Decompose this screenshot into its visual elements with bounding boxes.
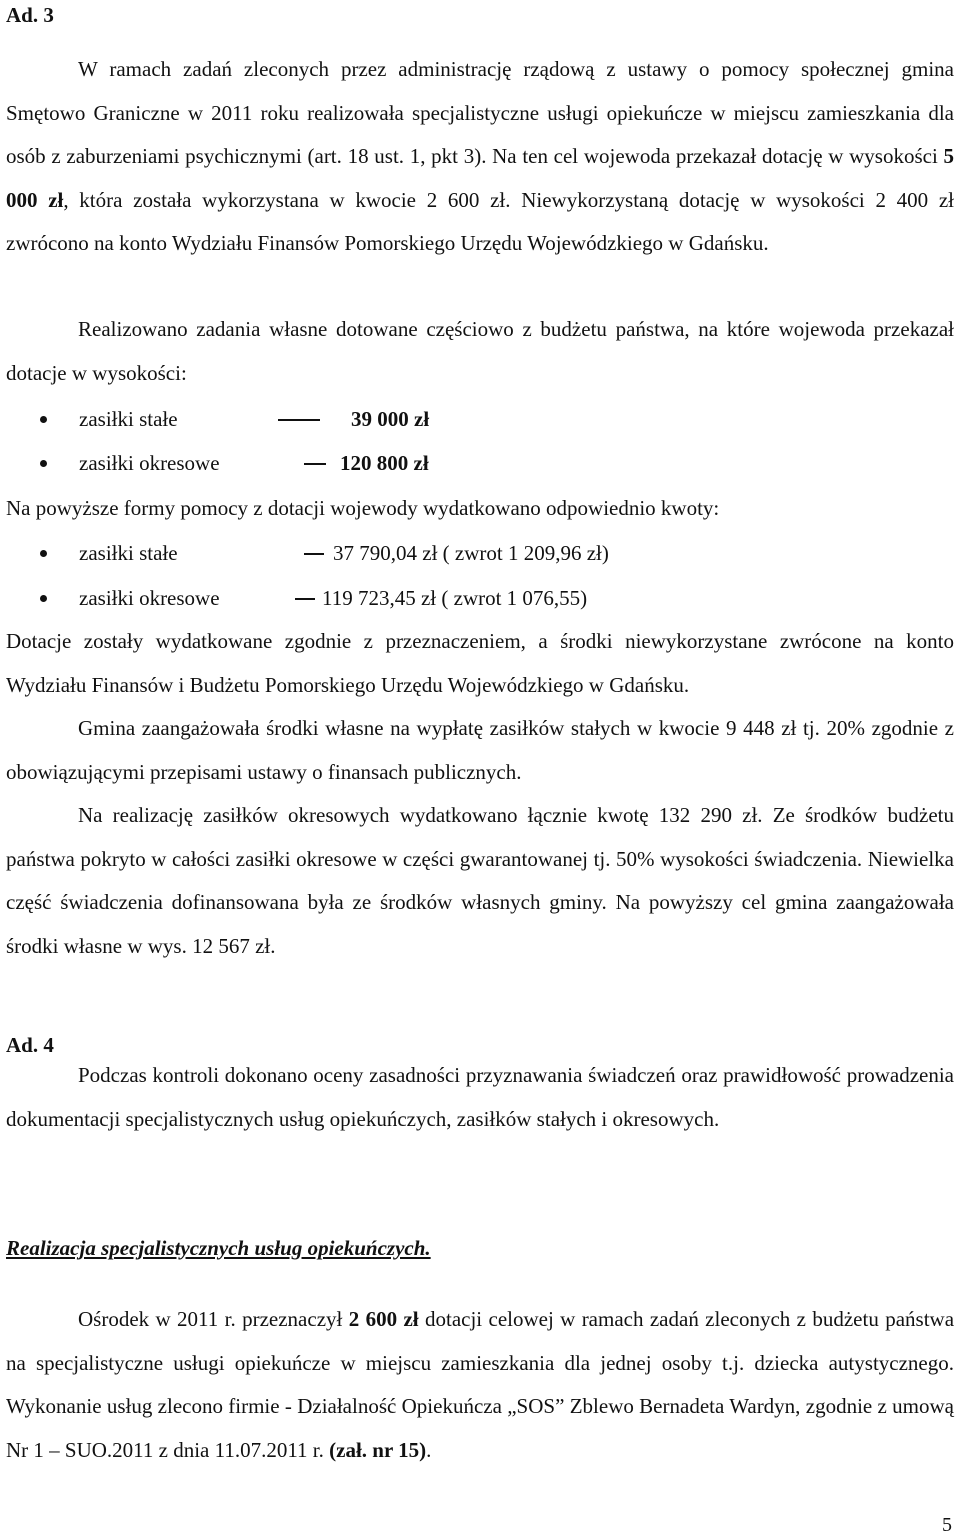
list-item-label: zasiłki okresowe [79, 451, 220, 475]
ad4-paragraph-1: Podczas kontroli dokonano oceny zasadności przyznawania świadczeń oraz prawidłowość prowadzenia dokumentacji specjalistycznych usług opiekuńczych, zasiłków stałych i okresowych. [6, 1063, 954, 1131]
list-item-value: 119 723,45 zł ( zwrot 1 076,55) [322, 586, 588, 610]
list-item [6, 583, 954, 613]
bullet-icon [40, 595, 47, 602]
ad3-paragraph-5: Gmina zaangażowała środki własne na wypłatę zasiłków stałych w kwocie 9 448 zł tj. 20% zgodnie z obowiązującymi przepisami ustawy o finansach publicznych. [6, 716, 954, 784]
bullet-icon [40, 460, 47, 467]
list-item-value: 37 790,04 zł ( zwrot 1 209,96 zł) [333, 541, 609, 565]
bullet-icon [40, 550, 47, 557]
ad3-paragraph-4: Dotacje zostały wydatkowane zgodnie z przeznaczeniem, a środki niewykorzystane zwrócone na konto Wydziału Finansów i Budżetu Pomorskiego Urzędu Wojewódzkiego w Gdańsku. [6, 629, 954, 697]
page-number: 5 [942, 1514, 952, 1536]
list-item [6, 538, 954, 568]
section-paragraph-1: Ośrodek w 2011 r. przeznaczył 2 600 zł dotacji celowej w ramach zadań zleconych z budżetu państwa na specjalistyczne usługi opiekuńcze w miejscu zamieszkania dla jednej osoby t.j. dziecka autystycznego. Wykonanie usług zlecono firmie - Działalność Opiekuńcza „SOS” Zblewo Bernadeta Wardyn, zgodnie z umową Nr 1 – SUO.2011 z dnia 11.07.2011 r. (zał. nr 15). [6, 1307, 955, 1462]
ad3-paragraph-3: Na powyższe formy pomocy z dotacji wojewody wydatkowano odpowiednio kwoty: [6, 496, 720, 520]
list-item-value: 120 800 zł [340, 451, 429, 475]
ad3-paragraph-6: Na realizację zasiłków okresowych wydatkowano łącznie kwotę 132 290 zł. Ze środków budżetu państwa pokryto w całości zasiłki okresowe w części gwarantowanej tj. 50% wysokości świadczenia. Niewielka część świadczenia dofinansowana była ze środków własnych gminy. Na powyższy cel gmina zaangażowała środki własne w wys. 12 567 zł. [6, 803, 954, 958]
bullet-icon [40, 416, 47, 423]
list-item [6, 448, 954, 478]
heading-ad3: Ad. 3 [6, 3, 54, 27]
list-item [6, 404, 954, 434]
dash-line [304, 463, 326, 465]
dash-line [278, 419, 320, 421]
ad3-paragraph-1: W ramach zadań zleconych przez administrację rządową z ustawy o pomocy społecznej gmina Smętowo Graniczne w 2011 roku realizowała specjalistyczne usługi opiekuńcze w miejscu zamieszkania dla osób z zaburzeniami psychicznymi (art. 18 ust. 1, pkt 3). Na ten cel wojewoda przekazał dotację w wysokości 5 000 zł, która została wykorzystana w kwocie 2 600 zł. Niewykorzystaną dotację w wysokości 2 400 zł zwrócono na konto Wydziału Finansów Pomorskiego Urzędu Wojewódzkiego w Gdańsku. [6, 57, 955, 256]
list-item-label: zasiłki stałe [79, 407, 178, 431]
list-item-label: zasiłki okresowe [79, 586, 220, 610]
list-item-label: zasiłki stałe [79, 541, 178, 565]
dash-line [295, 598, 315, 600]
ad3-paragraph-2: Realizowano zadania własne dotowane częściowo z budżetu państwa, na które wojewoda przekazał dotacje w wysokości: [6, 317, 954, 385]
list-item-value: 39 000 zł [351, 407, 430, 431]
heading-ad4: Ad. 4 [6, 1033, 54, 1057]
section-title: Realizacja specjalistycznych usług opiekuńczych. [6, 1236, 431, 1260]
dash-line [304, 553, 324, 555]
